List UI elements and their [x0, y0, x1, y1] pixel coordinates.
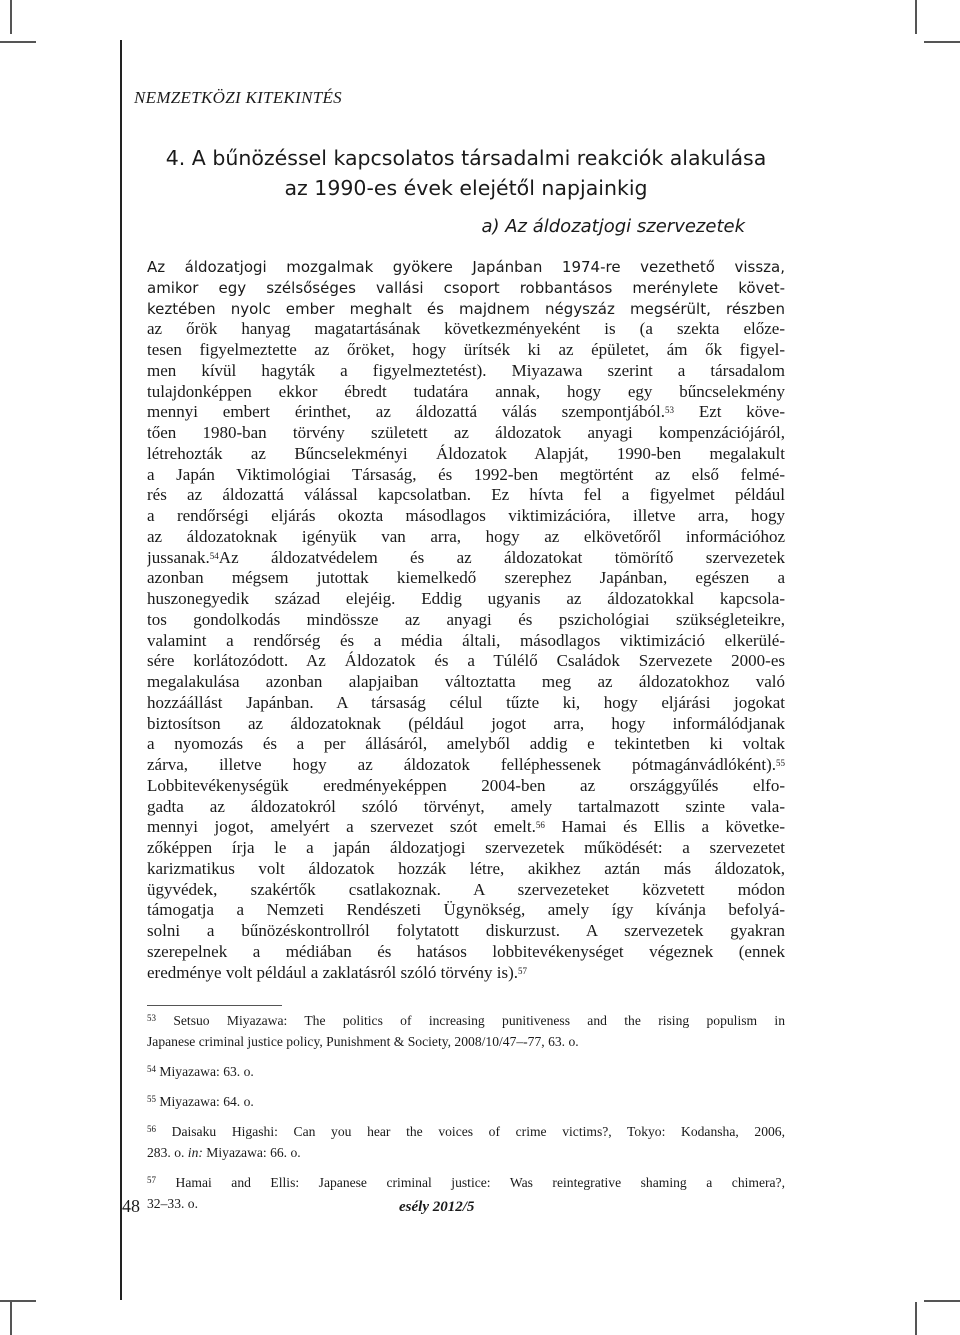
body-line: megalakulása azonban alapjaiban változtatta meg az áldozatokhoz való: [147, 672, 785, 691]
footnote-text: Setsuo Miyazawa: The politics of increasing punitiveness and the rising populism in: [173, 1013, 785, 1028]
footnote-text: Miyazawa: 64. o.: [159, 1094, 254, 1109]
line-text: Az áldozatvédelem és az áldozatokat tömörítő szervezetek: [218, 547, 785, 567]
body-line: tően 1980-ban törvény született az áldozatok anyagi kompenzációjáról,: [147, 423, 785, 442]
body-text: [147, 257, 785, 983]
crop-mark: [915, 0, 917, 34]
crop-mark: [0, 41, 36, 43]
footnote-in-label: in:: [187, 1145, 203, 1160]
body-line: [147, 963, 785, 984]
footnote-divider: [147, 1005, 282, 1006]
body-line: tesen figyelmeztette az őröket, hogy ürítsék ki az épületet, ám ők figyel-: [147, 340, 785, 359]
line-text: jussanak.: [147, 547, 210, 567]
line-text: mennyi jogot, amelyért a szervezet szót emelt.: [147, 817, 536, 837]
body-line: amikor egy szélsőséges vallási csoport robbantásos merénylete követ-: [147, 278, 785, 297]
body-line: solni a bűnözéskontrollról folytatott diskurzust. A szervezetek gyakran: [147, 921, 785, 940]
crop-mark: [10, 0, 12, 34]
body-line: sére korlátozódott. Az Áldozatok és a Túlélő Családok Szervezete 2000-es: [147, 651, 785, 671]
body-line: rés az áldozattá válással kapcsolatban. Ez hívta fel a figyelmet például: [147, 485, 785, 505]
footnote-text: 283. o.: [147, 1145, 185, 1160]
body-line: ügyvédek, szakértők csatlakoznak. A szervezeteket közvetett módon: [147, 879, 785, 899]
footnote-text: Hamai and Ellis: Japanese criminal justice: Was reintegrative shaming a chimera?,: [175, 1175, 785, 1190]
heading-line: az 1990-es évek elejétől napjainkig: [284, 176, 648, 200]
body-line: szerepelnek a médiában és hatásos lobbitevékenységet végeznek (ennek: [147, 941, 785, 961]
body-line: men kívül hagyták a figyelmeztetést). Miyazawa szerint a társadalom: [147, 360, 785, 380]
crop-mark: [0, 1300, 36, 1302]
body-line: támogatja a Nemzeti Rendészeti Ügynökség, amely így kívánja befolyá-: [147, 900, 785, 920]
body-line: [147, 817, 785, 838]
body-line: a nyomozás és a per állásáról, amelyből addig e tekintetben ki voltak: [147, 734, 785, 754]
footnote: [147, 1061, 785, 1082]
footnote-line: [147, 1091, 785, 1112]
footnote-ref[interactable]: 56: [535, 820, 545, 831]
heading-line: 4. A bűnözéssel kapcsolatos társadalmi reakciók alakulása: [165, 146, 767, 170]
line-text: zárva, illetve hogy az áldozatok felléphessenek pótmagánvádlóként).: [147, 755, 776, 774]
body-line: hozzáállást Japánban. A társaság célul tűzte ki, hogy eljárási jogokat: [147, 692, 785, 712]
footnote-text: Miyazawa: 66. o.: [202, 1145, 301, 1160]
body-line: [147, 548, 785, 569]
body-line: valamint a rendőrség és a média általi, másodlagos viktimizáció elkerülé-: [147, 630, 785, 650]
crop-mark: [924, 41, 960, 43]
line-text: mennyi embert érinthet, az áldozattá válás szempontjából.: [147, 402, 666, 422]
footnote-number: 55: [147, 1094, 156, 1104]
line-text: eredménye volt például a zaklatásról szóló törvény is).: [147, 962, 519, 982]
body-line: keztében nyolc ember meghalt és majdnem négyszáz megsérült, részben: [147, 299, 785, 318]
footnote-ref[interactable]: 53: [665, 405, 675, 416]
footnote-line: Japanese criminal justice policy, Punishment & Society, 2008/10/47–-77, 63. o.: [147, 1034, 579, 1049]
footnote: [147, 1121, 785, 1163]
footnote: [147, 1010, 785, 1052]
line-text: Hamai és Ellis a követke-: [544, 817, 785, 837]
margin-rule: [120, 40, 122, 1300]
body-line: karizmatikus volt áldozatok hozzák létre, akikhez aztán más áldozatok,: [147, 858, 785, 878]
footnote-number: 54: [147, 1064, 156, 1074]
body-line: huszonegyedik század elejéig. Eddig ugyanis az áldozatokkal kapcsola-: [147, 589, 785, 608]
body-line: [147, 755, 785, 776]
body-line: zőképpen írja le a japán áldozatjogi szervezetek működését: a szervezetet: [147, 838, 785, 857]
footnote-text: Daisaku Higashi: Can you hear the voices of crime victims?, Tokyo: Kodansha, 2006,: [171, 1124, 785, 1139]
chapter-heading: [147, 143, 785, 203]
body-line: az őrök hanyag magatartásának következményeként is (a szekta előze-: [147, 319, 785, 339]
footnotes: [147, 1010, 785, 1223]
body-line: Lobbitevékenységük eredményeképpen 2004-ben az országgyűlés elfo-: [147, 775, 785, 795]
crop-mark: [915, 1302, 917, 1335]
crop-mark: [10, 1302, 12, 1335]
footnote-line: [147, 1010, 785, 1031]
body-line: a rendőrségi eljárás okozta másodlagos viktimizációra, illetve arra, hogy: [147, 506, 785, 525]
body-line: az áldozatoknak igényük van arra, hogy az elkövetőről információhoz: [147, 526, 785, 546]
body-line: azonban mégsem jutottak kiemelkedő szerephez Japánban, egészen a: [147, 568, 785, 588]
body-line: Az áldozatjogi mozgalmak gyökere Japánban 1974-re vezethető vissza,: [147, 258, 785, 276]
footnote: [147, 1091, 785, 1112]
body-line: tos gondolkodás mindössze az anyagi és pszichológiai szükségleteikre,: [147, 609, 785, 629]
footnote-ref[interactable]: 54: [209, 550, 219, 561]
body-line: létrehozták az Bűncselekményi Áldozatok Alapját, 1990-ben megalakult: [147, 443, 785, 463]
body-line: gadta az áldozatokról szóló törvényt, amely tartalmazott szinte vala-: [147, 796, 785, 816]
footnote-number: 53: [147, 1013, 156, 1023]
crop-mark: [924, 1300, 960, 1302]
footnote-line: [147, 1061, 785, 1082]
journal-title: esély 2012/5: [399, 1199, 475, 1215]
body-line: tulajdonképpen ekkor ébredt tudatára annak, hogy egy bűncselekmény: [147, 381, 785, 401]
section-label: NEMZETKÖZI KITEKINTÉS: [134, 88, 342, 107]
footnote-line: [147, 1142, 785, 1163]
footnote-line: 32–33. o.: [147, 1196, 198, 1211]
footnote-number: 56: [147, 1124, 156, 1134]
footnote-ref[interactable]: 55: [776, 758, 785, 768]
body-line: [147, 402, 785, 423]
footnote-line: [147, 1121, 785, 1142]
footnote-number: 57: [147, 1175, 156, 1185]
footnote-line: [147, 1172, 785, 1193]
footnote-ref[interactable]: 57: [518, 965, 528, 976]
footnote-text: Miyazawa: 63. o.: [159, 1064, 254, 1079]
body-line: biztosítson az áldozatoknak (például jogot arra, hogy informálódjanak: [147, 713, 785, 733]
subheading: a) Az áldozatjogi szervezetek: [481, 216, 745, 237]
page-number: 48: [122, 1196, 140, 1216]
line-text: Ezt köve-: [674, 402, 785, 422]
body-line: a Japán Viktimológiai Társaság, és 1992-ben megtörtént az első felmé-: [147, 464, 785, 484]
